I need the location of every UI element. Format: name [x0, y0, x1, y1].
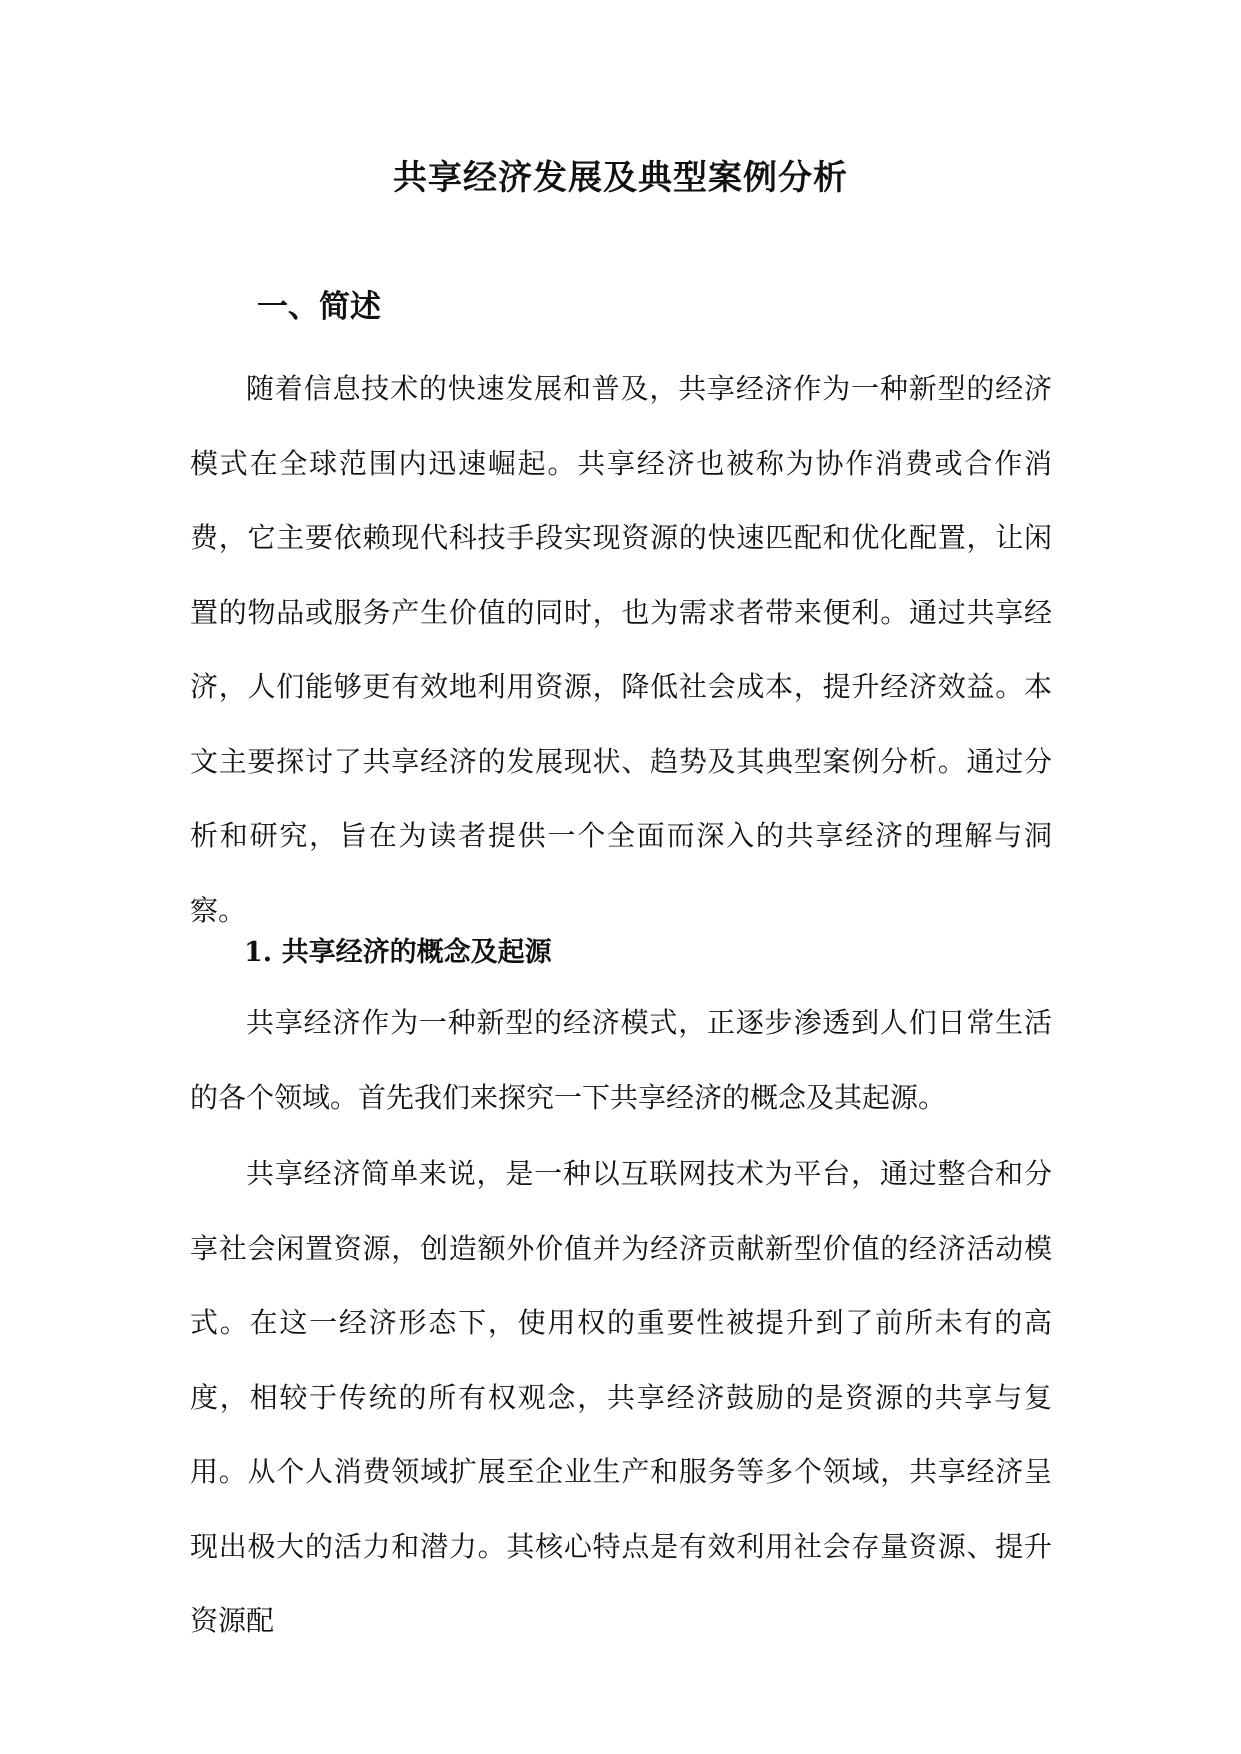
section-heading-overview: 一、简述: [257, 289, 381, 325]
concept-paragraph-2: 共享经济简单来说，是一种以互联网技术为平台，通过整合和分享社会闲置资源，创造额外价值并为经济贡献新型价值的经济活动模式。在这一经济形态下，使用权的重要性被提升到了前所未有的高度，相较于传统的所有权观念，共享经济鼓励的是资源的共享与复用。从个人消费领域扩展至企业生产和服务等多个领域，共享经济呈现出极大的活力和潜力。其核心特点是有效利用社会存量资源、提升资源配: [190, 1157, 1052, 1637]
overview-paragraph: 随着信息技术的快速发展和普及，共享经济作为一种新型的经济模式在全球范围内迅速崛起。共享经济也被称为协作消费或合作消费，它主要依赖现代科技手段实现资源的快速匹配和优化配置，让闲置的物品或服务产生价值的同时，也为需求者带来便利。通过共享经济，人们能够更有效地利用资源，降低社会成本，提升经济效益。本文主要探讨了共享经济的发展现状、趋势及其典型案例分析。通过分析和研究，旨在为读者提供一个全面而深入的共享经济的理解与洞察。: [190, 372, 1052, 927]
concept-paragraph-1: 共享经济作为一种新型的经济模式，正逐步渗透到人们日常生活的各个领域。首先我们来探究一下共享经济的概念及其起源。: [190, 1006, 1052, 1114]
subsection-heading-concept-origin: 1. 共享经济的概念及起源: [244, 937, 552, 968]
document-title: 共享经济发展及典型案例分析: [393, 158, 848, 198]
